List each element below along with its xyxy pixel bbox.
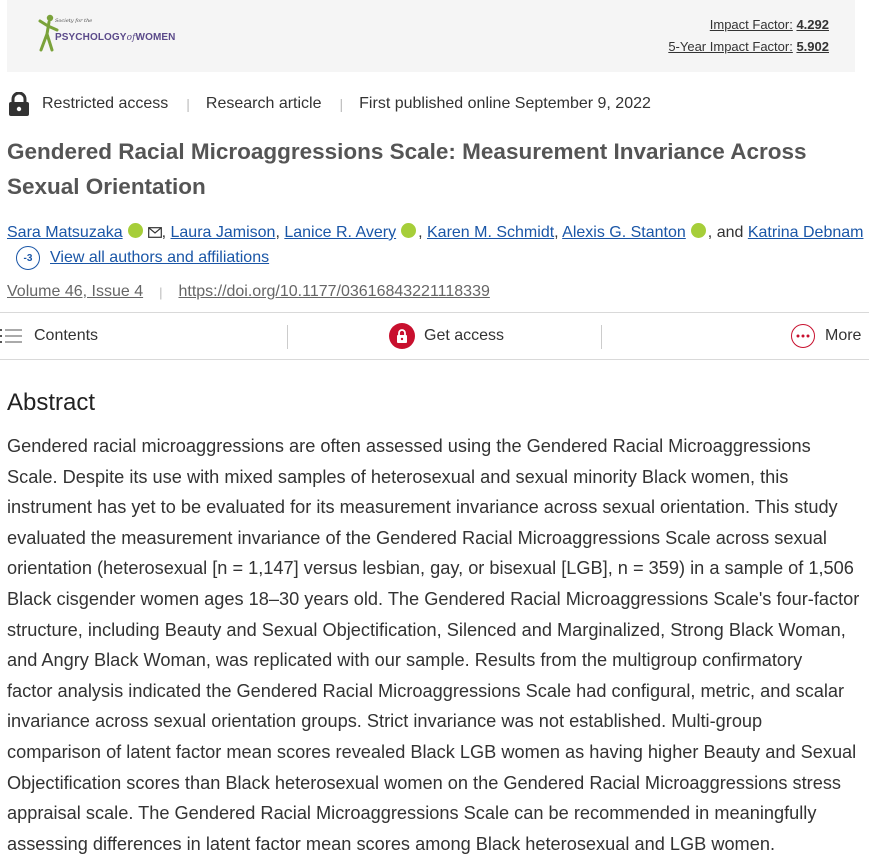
view-all-authors[interactable] (16, 245, 269, 271)
journal-logo[interactable] (37, 14, 176, 58)
article-title: Gendered Racial Microaggressions Scale: Measurement Invariance Across Sexual Orientation (7, 139, 807, 199)
abstract-line: assessing differences in latent factor mean scores among Black heterosexual and LGB women. (7, 833, 775, 854)
journal-banner (7, 0, 855, 72)
abstract-line: Black cisgender women ages 18–30 years old. The Gendered Racial Microaggressions Scale's four-factor (7, 588, 860, 609)
lock-icon (8, 92, 30, 116)
meta-divider: | (339, 96, 344, 112)
abstract-line: Objectification scores than Black heterosexual women on the Gendered Racial Microaggressions stress (7, 772, 842, 793)
toolbar-divider (287, 325, 288, 349)
author-link[interactable]: Sara Matsuzaka (7, 224, 123, 241)
article-type: Research article (205, 95, 322, 112)
abstract-line: appraisal scale. The Gendered Racial Microaggressions Scale can be recommended in meaningfully (7, 803, 817, 824)
abstract-line: evaluated the measurement invariance of the Gendered Racial Microaggressions Scale across sexual (7, 527, 827, 548)
volume-issue-link[interactable]: Volume 46, Issue 4 (7, 283, 144, 300)
more-icon (791, 324, 815, 348)
toolbar-divider (601, 325, 602, 349)
abstract-heading: Abstract (7, 389, 96, 416)
author-link[interactable]: Katrina Debnam (747, 224, 864, 241)
impact-factor: Impact Factor: 4.292 (709, 17, 829, 32)
orcid-icon[interactable] (401, 223, 416, 238)
abstract-text (7, 431, 862, 859)
abstract-line: comparison of latent factor mean scores revealed Black LGB women as having higher Beauty and Sexual (7, 741, 857, 762)
publish-date: First published online September 9, 2022 (359, 95, 651, 112)
and-text: and (716, 224, 744, 241)
orcid-icon[interactable] (691, 223, 706, 238)
orcid-icon[interactable] (128, 223, 143, 238)
abstract-line: Gendered racial microaggressions are often assessed using the Gendered Racial Microaggressions (7, 436, 811, 456)
contents-label: Contents (34, 327, 99, 344)
abstract-line: invariance across sexual orientation groups. Strict invariance was not established. Multi-group (7, 711, 763, 732)
logo-tagline: Society for the (55, 18, 93, 24)
mail-icon[interactable] (148, 227, 162, 238)
lock-access-icon (389, 323, 415, 349)
article-meta (8, 90, 651, 118)
more-label: More (825, 327, 862, 344)
more-authors-badge: -3 (16, 246, 40, 270)
contents-button[interactable] (0, 313, 98, 359)
author-link[interactable]: Alexis G. Stanton (562, 224, 686, 241)
abstract-line: instrument has yet to be evaluated for its measurement invariance across sexual orientation. This study (7, 497, 838, 518)
abstract-line: orientation (heterosexual [n = 1,147] versus lesbian, gay, or bisexual [LGB], n = 359) in a sample of 1,506 (7, 558, 854, 579)
five-year-impact-factor: 5-Year Impact Factor: 5.902 (668, 39, 829, 54)
impact-factors[interactable] (668, 14, 829, 58)
logo-name: PSYCHOLOGYofWOMEN (55, 32, 176, 43)
get-access-button[interactable] (389, 313, 504, 359)
author-link[interactable]: Lanice R. Avery (284, 224, 397, 241)
meta-divider: | (186, 96, 190, 112)
more-button[interactable] (791, 313, 861, 359)
doi-link[interactable]: https://doi.org/10.1177/03616843221118339 (178, 283, 490, 300)
view-all-authors-link[interactable]: View all authors and affiliations (50, 249, 270, 266)
volume-row (7, 281, 490, 303)
abstract-line: and Angry Black Woman, was replicated with our sample. Results from the multigroup confirmatory (7, 650, 803, 671)
list-icon (0, 328, 22, 344)
article-toolbar (0, 312, 869, 360)
abstract-line: factor analysis indicated the Gendered Racial Microaggressions Scale had configural, metric, and scalar (7, 680, 845, 701)
author-list: Sara Matsuzaka , Laura Jamison, Lanice R. Avery , Karen M. Schmidt, Alexis G. Stanton , and Katrina Debnam (7, 224, 864, 241)
get-access-label: Get access (424, 327, 505, 344)
author-link[interactable]: Laura Jamison (170, 224, 276, 241)
author-link[interactable]: Karen M. Schmidt (427, 224, 555, 241)
volume-divider: | (159, 284, 163, 300)
abstract-line: Scale. Despite its use with mixed samples of heterosexual and sexual minority Black women, this (7, 466, 789, 487)
access-status: Restricted access (42, 95, 169, 112)
abstract-line: structure, including Beauty and Sexual Objectification, Silenced and Marginalized, Strong Black Woman, (7, 619, 846, 640)
